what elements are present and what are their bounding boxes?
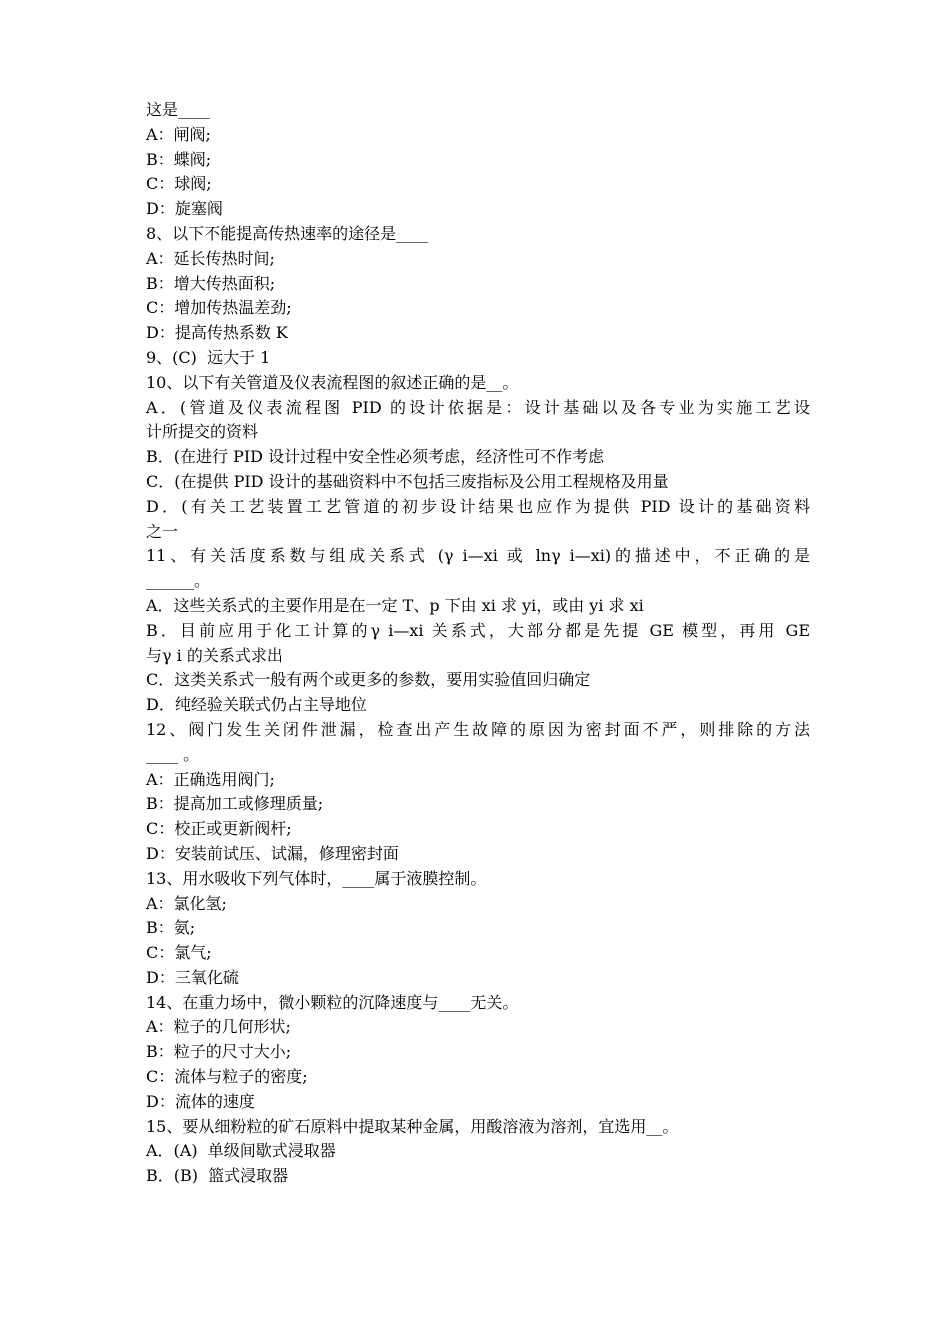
text-line: D．纯经验关联式仍占主导地位 xyxy=(146,695,367,715)
text-line: A：正确选用阀门; xyxy=(146,769,275,789)
text-line: C：球阀; xyxy=(146,174,212,194)
text-line: D：三氧化硫 xyxy=(146,967,239,987)
text-line: B．(B) 篮式浸取器 xyxy=(146,1166,289,1186)
text-line: D：提高传热系数 K xyxy=(146,323,288,343)
text-line: C．这类关系式一般有两个或更多的参数，要用实验值回归确定 xyxy=(146,670,591,690)
text-line: B．目前应用于化工计算的γ i—xi 关系式，大部分都是先提 GE 模型，再用 GE xyxy=(146,620,810,640)
text-line: A．(A) 单级间歇式浸取器 xyxy=(146,1141,336,1161)
text-line: 12、阀门发生关闭件泄漏，检查出产生故障的原因为密封面不严，则排除的方法 xyxy=(146,719,810,739)
text-line: 之一 xyxy=(146,521,179,541)
text-line: D：流体的速度 xyxy=(146,1091,255,1111)
text-line: 15、要从细粉粒的矿石原料中提取某种金属，用酸溶液为溶剂，宜选用__。 xyxy=(146,1116,679,1136)
text-line: 9、(C) 远大于 1 xyxy=(146,347,271,367)
text-line: B：粒子的尺寸大小; xyxy=(146,1042,292,1062)
text-line: 计所提交的资料 xyxy=(146,422,259,442)
text-line: 8、以下不能提高传热速率的途径是____ xyxy=(146,223,429,243)
text-line: 10、以下有关管道及仪表流程图的叙述正确的是__。 xyxy=(146,372,519,392)
text-line: A：延长传热时间; xyxy=(146,248,275,268)
text-line: D：旋塞阀 xyxy=(146,199,223,219)
text-line: C．(在提供 PID 设计的基础资料中不包括三废指标及公用工程规格及用量 xyxy=(146,471,669,491)
text-line: 11、有关活度系数与组成关系式 (γ i—xi 或 lnγ i—xi)的描述中，不正确的是 xyxy=(146,546,810,566)
text-line: ______。 xyxy=(146,571,211,591)
text-line: 与γ i 的关系式求出 xyxy=(146,645,283,665)
text-line: C：校正或更新阀杆; xyxy=(146,819,292,839)
text-line: D：安装前试压、试漏，修理密封面 xyxy=(146,843,399,863)
text-line: A：粒子的几何形状; xyxy=(146,1017,291,1037)
text-line: A．这些关系式的主要作用是在一定 T、p 下由 xi 求 yi，或由 yi 求 xi xyxy=(146,595,644,615)
text-line: B：提高加工或修理质量; xyxy=(146,794,324,814)
text-line: B：蝶阀; xyxy=(146,149,212,169)
text-line: A．(管道及仪表流程图 PID 的设计依据是：设计基础以及各专业为实施工艺设 xyxy=(146,397,810,417)
document-page xyxy=(146,98,810,1189)
text-line: 14、在重力场中，微小颗粒的沉降速度与____无关。 xyxy=(146,992,519,1012)
text-line: B．(在进行 PID 设计过程中安全性必须考虑，经济性可不作考虑 xyxy=(146,447,605,467)
text-line: ____ 。 xyxy=(146,744,200,764)
text-line: 13、用水吸收下列气体时，____属于液膜控制。 xyxy=(146,868,487,888)
text-line: C：流体与粒子的密度; xyxy=(146,1067,308,1087)
text-line: A：闸阀; xyxy=(146,124,211,144)
text-line: C：增加传热温差劲; xyxy=(146,298,292,318)
text-line: C：氯气; xyxy=(146,943,212,963)
text-line: B：氨; xyxy=(146,918,196,938)
text-line: A：氯化氢; xyxy=(146,893,227,913)
text-line: D．(有关工艺装置工艺管道的初步设计结果也应作为提供 PID 设计的基础资料 xyxy=(146,496,810,516)
text-line: 这是____ xyxy=(146,100,211,119)
text-line: B：增大传热面积; xyxy=(146,273,276,293)
